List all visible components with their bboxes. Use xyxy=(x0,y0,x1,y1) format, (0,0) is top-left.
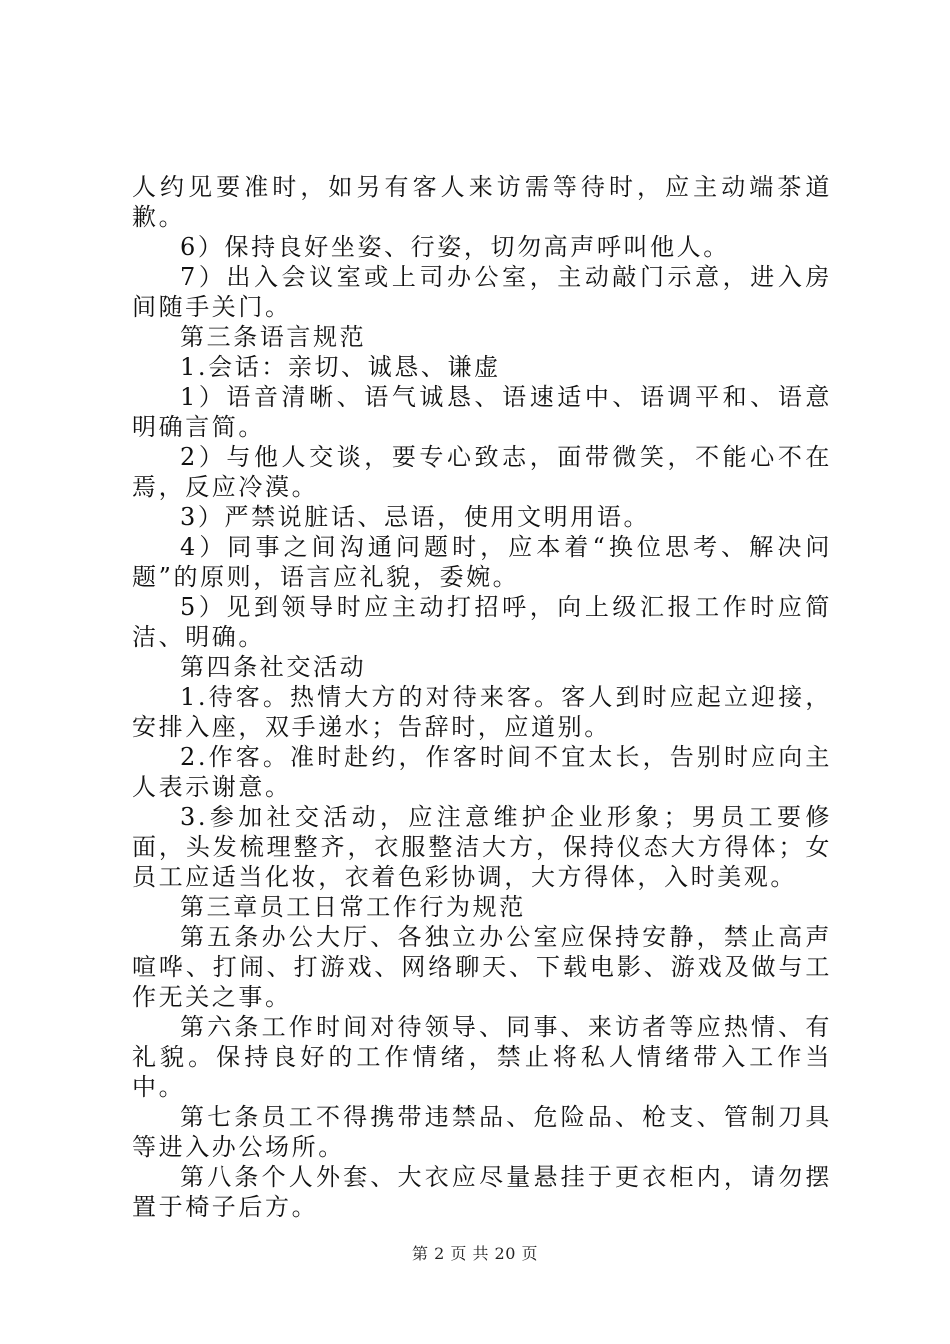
paragraph-13: 2.作客。准时赴约，作客时间不宜太长，告别时应向主人表示谢意。 xyxy=(132,743,832,801)
paragraph-6: 1）语音清晰、语气诚恳、语速适中、语调平和、语意明确言简。 xyxy=(132,383,832,441)
paragraph-10: 5）见到领导时应主动打招呼，向上级汇报工作时应简洁、明确。 xyxy=(132,593,832,651)
paragraph-8: 3）严禁说脏话、忌语，使用文明用语。 xyxy=(180,503,651,531)
chapter-heading-3: 第三章员工日常工作行为规范 xyxy=(180,893,526,921)
paragraph-3: 7）出入会议室或上司办公室，主动敲门示意，进入房间随手关门。 xyxy=(132,263,832,321)
paragraph-7: 2）与他人交谈，要专心致志，面带微笑，不能心不在焉，反应冷漠。 xyxy=(132,443,832,501)
paragraph-5: 1.会话：亲切、诚恳、谦虚 xyxy=(180,353,501,381)
paragraph-19: 第八条个人外套、大衣应尽量悬挂于更衣柜内，请勿摆置于椅子后方。 xyxy=(132,1163,832,1221)
paragraph-16: 第五条办公大厅、各独立办公室应保持安静，禁止高声喧哗、打闹、打游戏、网络聊天、下载电影、游戏及做与工作无关之事。 xyxy=(132,923,832,1011)
paragraph-18: 第七条员工不得携带违禁品、危险品、枪支、管制刀具等进入办公场所。 xyxy=(132,1103,832,1161)
section-heading-article-4: 第四条社交活动 xyxy=(180,653,367,681)
document-body xyxy=(132,172,832,1222)
paragraph-12: 1.待客。热情大方的对待来客。客人到时应起立迎接，安排入座，双手递水；告辞时，应道别。 xyxy=(132,683,832,741)
section-heading-article-3: 第三条语言规范 xyxy=(180,323,367,351)
paragraph-9: 4）同事之间沟通问题时，应本着“换位思考、解决问题”的原则，语言应礼貌，委婉。 xyxy=(132,533,832,591)
paragraph-17: 第六条工作时间对待领导、同事、来访者等应热情、有礼貌。保持良好的工作情绪，禁止将私人情绪带入工作当中。 xyxy=(132,1013,832,1101)
paragraph-1: 人约见要准时，如另有客人来访需等待时，应主动端茶道歉。 xyxy=(132,173,832,231)
paragraph-14: 3.参加社交活动，应注意维护企业形象；男员工要修面，头发梳理整齐，衣服整洁大方，保持仪态大方得体；女员工应适当化妆，衣着色彩协调，大方得体，入时美观。 xyxy=(132,803,832,891)
paragraph-2: 6）保持良好坐姿、行姿，切勿高声呼叫他人。 xyxy=(180,233,730,261)
page-number-footer: 第 2 页 共 20 页 xyxy=(412,1244,538,1263)
